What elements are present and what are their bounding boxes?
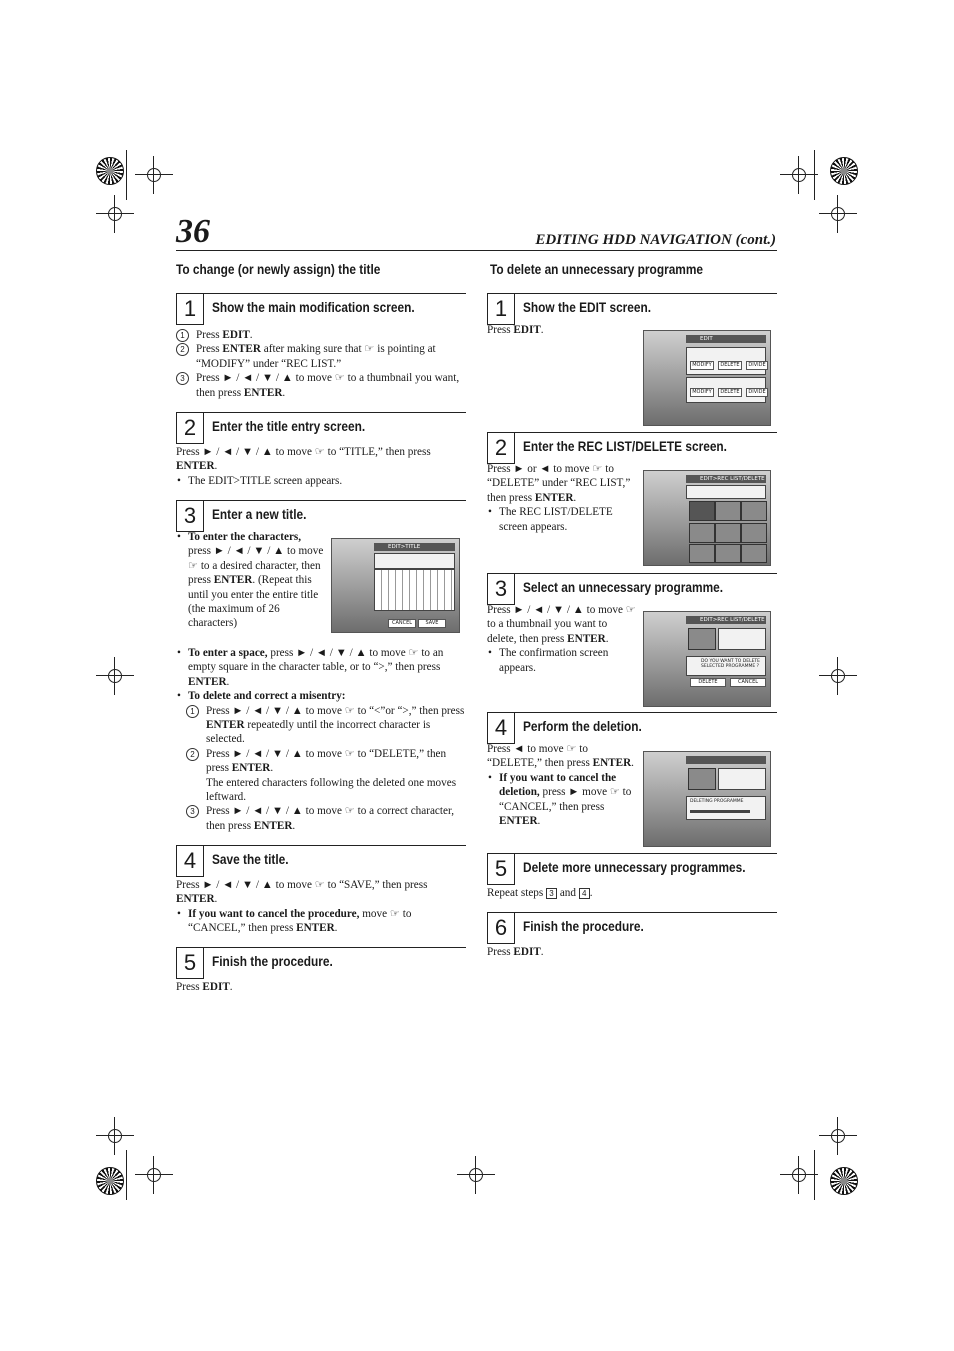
screen-deleting <box>643 751 771 847</box>
delete-button: DELETE <box>690 678 726 687</box>
crosshair-icon <box>145 1166 163 1184</box>
step-title: Show the EDIT screen. <box>523 300 652 315</box>
step-title: Finish the procedure. <box>212 954 333 969</box>
step-title: Select an unnecessary programme. <box>523 580 724 595</box>
section-title: To change (or newly assign) the title <box>176 262 381 277</box>
crosshair-icon <box>829 205 847 223</box>
thumbnail <box>689 501 715 521</box>
step-header <box>176 845 466 876</box>
step-title: Perform the deletion. <box>523 719 642 734</box>
page-number: 36 <box>176 213 210 250</box>
step-body: Press EDIT. <box>487 324 544 336</box>
section-title: To delete an unnecessary programme <box>490 262 704 277</box>
step-header <box>487 432 777 463</box>
step-body: Press ► / ◄ / ▼ / ▲ to move ☞ to “TITLE,” then press ENTER. • The EDIT>TITLE screen appears. <box>176 445 466 488</box>
deleting-message: DELETING PROGRAMME <box>690 799 744 804</box>
trim-line <box>814 1150 815 1200</box>
thumbnail <box>741 501 767 521</box>
step-number: 1 <box>487 294 515 325</box>
thumbnail <box>689 523 715 543</box>
step-title: Enter the REC LIST/DELETE screen. <box>523 439 727 454</box>
info-panel <box>718 768 766 790</box>
step-number: 2 <box>487 433 515 464</box>
step-title: Finish the procedure. <box>523 919 644 934</box>
step-body: • To enter a space, press ► / ◄ / ▼ / ▲ to move ☞ to an empty square in the character table, or to “>,” then press ENTER. • To delete and correct a misentry: 1 Press ► / ◄ / ▼ / ▲ to move ☞ to “<”or “>,” then press ENTER repeatedly until the incorrect character is selected. 2 Press ► / ◄ / ▼ / ▲ to move ☞ to “DELETE,” then press ENTER. The entered characters following the deleted one moves leftward. 3 Press ► / ◄ / ▼ / ▲ to move ☞ to a correct character, then press ENTER. <box>176 646 466 833</box>
cancel-button: CANCEL <box>388 619 416 628</box>
delete-button: DELETE <box>718 388 742 397</box>
step-title: Delete more unnecessary programmes. <box>523 860 746 875</box>
step-body: Repeat steps 3 and 4 . <box>487 887 593 899</box>
crosshair-icon <box>790 166 808 184</box>
screen-header: EDIT>REC LIST/DELETE <box>686 616 766 624</box>
trim-line <box>126 150 127 200</box>
title-input-area <box>374 553 455 569</box>
confirm-dialog <box>686 656 766 676</box>
cancel-button: CANCEL <box>730 678 766 687</box>
thumbnail <box>688 768 716 790</box>
step-number: 6 <box>487 913 515 944</box>
step-number: 3 <box>176 501 204 532</box>
modify-button: MODIFY <box>690 361 714 370</box>
header-rule <box>176 250 777 251</box>
divide-button: DIVIDE <box>746 388 768 397</box>
screen-rec-list-delete <box>643 470 771 566</box>
screen-edit <box>643 330 771 426</box>
step-title: Save the title. <box>212 852 289 867</box>
step-body: Press ► / ◄ / ▼ / ▲ to move ☞ to “SAVE,” then press ENTER. • If you want to cancel the procedure, move ☞ to “CANCEL,” then press ENTER. <box>176 878 466 936</box>
step-number: 1 <box>176 294 204 325</box>
deleting-dialog <box>686 796 766 820</box>
thumbnail <box>741 523 767 543</box>
crosshair-icon <box>145 166 163 184</box>
thumbnail <box>689 544 715 563</box>
crosshair-icon <box>106 667 124 685</box>
thumbnail <box>715 544 741 563</box>
screen-header <box>686 756 766 764</box>
thumbnail <box>715 523 741 543</box>
step-header <box>487 912 777 943</box>
step-header <box>176 412 466 443</box>
step-number: 2 <box>176 413 204 444</box>
step-title: Show the main modification screen. <box>212 300 415 315</box>
step-body: Press ► / ◄ / ▼ / ▲ to move ☞ to a thumbnail you want to delete, then press ENTER. • The confirmation screen appears. <box>487 603 637 675</box>
delete-button: DELETE <box>718 361 742 370</box>
thumbnail <box>688 628 716 650</box>
crosshair-icon <box>790 1166 808 1184</box>
crosshair-icon <box>829 667 847 685</box>
step-body: Press ► or ◄ to move ☞ to “DELETE” under “REC LIST,” then press ENTER. • The REC LIST/DELETE screen appears. <box>487 462 637 534</box>
registration-disc-icon <box>96 157 124 185</box>
step-header <box>176 293 466 324</box>
screen-header: EDIT <box>686 335 766 343</box>
divide-button: DIVIDE <box>746 361 768 370</box>
crosshair-icon <box>467 1166 485 1184</box>
step-number: 4 <box>176 846 204 877</box>
screen-header: EDIT>REC LIST/DELETE <box>686 475 766 483</box>
step-header <box>176 947 466 978</box>
step-title: Enter the title entry screen. <box>212 419 366 434</box>
thumbnail <box>715 501 741 521</box>
character-table <box>374 569 455 611</box>
crosshair-icon <box>106 1127 124 1145</box>
crosshair-icon <box>106 205 124 223</box>
step-body: Press ◄ to move ☞ to “DELETE,” then press ENTER. • If you want to cancel the deletion, press ► move ☞ to “CANCEL,” then press ENTER. <box>487 742 637 828</box>
running-title: EDITING HDD NAVIGATION (cont.) <box>535 232 776 248</box>
info-bar <box>686 485 766 499</box>
registration-disc-icon <box>830 157 858 185</box>
registration-disc-icon <box>830 1167 858 1195</box>
step-body: Press EDIT. <box>176 981 233 993</box>
screen-delete-confirm <box>643 611 771 707</box>
step-header <box>487 293 777 324</box>
step-number: 5 <box>487 854 515 885</box>
thumbnail <box>741 544 767 563</box>
save-button: SAVE <box>418 619 446 628</box>
step-body: • To enter the characters, press ► / ◄ / ▼ / ▲ to move ☞ to a desired character, then press ENTER. (Repeat this until you enter the entire title (the maximum of 26 characters) <box>176 530 324 631</box>
step-header <box>176 500 466 531</box>
info-panel <box>718 628 766 650</box>
step-body: 1 Press EDIT. 2 Press ENTER after making sure that ☞ is pointing at “MODIFY” under “REC LIST.” 3 Press ► / ◄ / ▼ / ▲ to move ☞ to a thumbnail you want, then press ENTER. <box>176 328 466 400</box>
step-header <box>487 712 777 743</box>
progress-bar <box>690 810 750 813</box>
step-number: 5 <box>176 948 204 979</box>
crosshair-icon <box>829 1127 847 1145</box>
step-header <box>487 853 777 884</box>
step-number: 4 <box>487 713 515 744</box>
step-title: Enter a new title. <box>212 507 307 522</box>
trim-line <box>814 150 815 200</box>
confirm-message: DO YOU WANT TO DELETE SELECTED PROGRAMME ? <box>701 659 761 669</box>
trim-line <box>126 1150 127 1200</box>
registration-disc-icon <box>96 1167 124 1195</box>
step-number: 3 <box>487 574 515 605</box>
step-header <box>487 573 777 604</box>
screen-edit-title <box>331 538 460 633</box>
modify-button: MODIFY <box>690 388 714 397</box>
screen-header: EDIT>TITLE <box>374 543 455 551</box>
step-body: Press EDIT. <box>487 946 544 958</box>
